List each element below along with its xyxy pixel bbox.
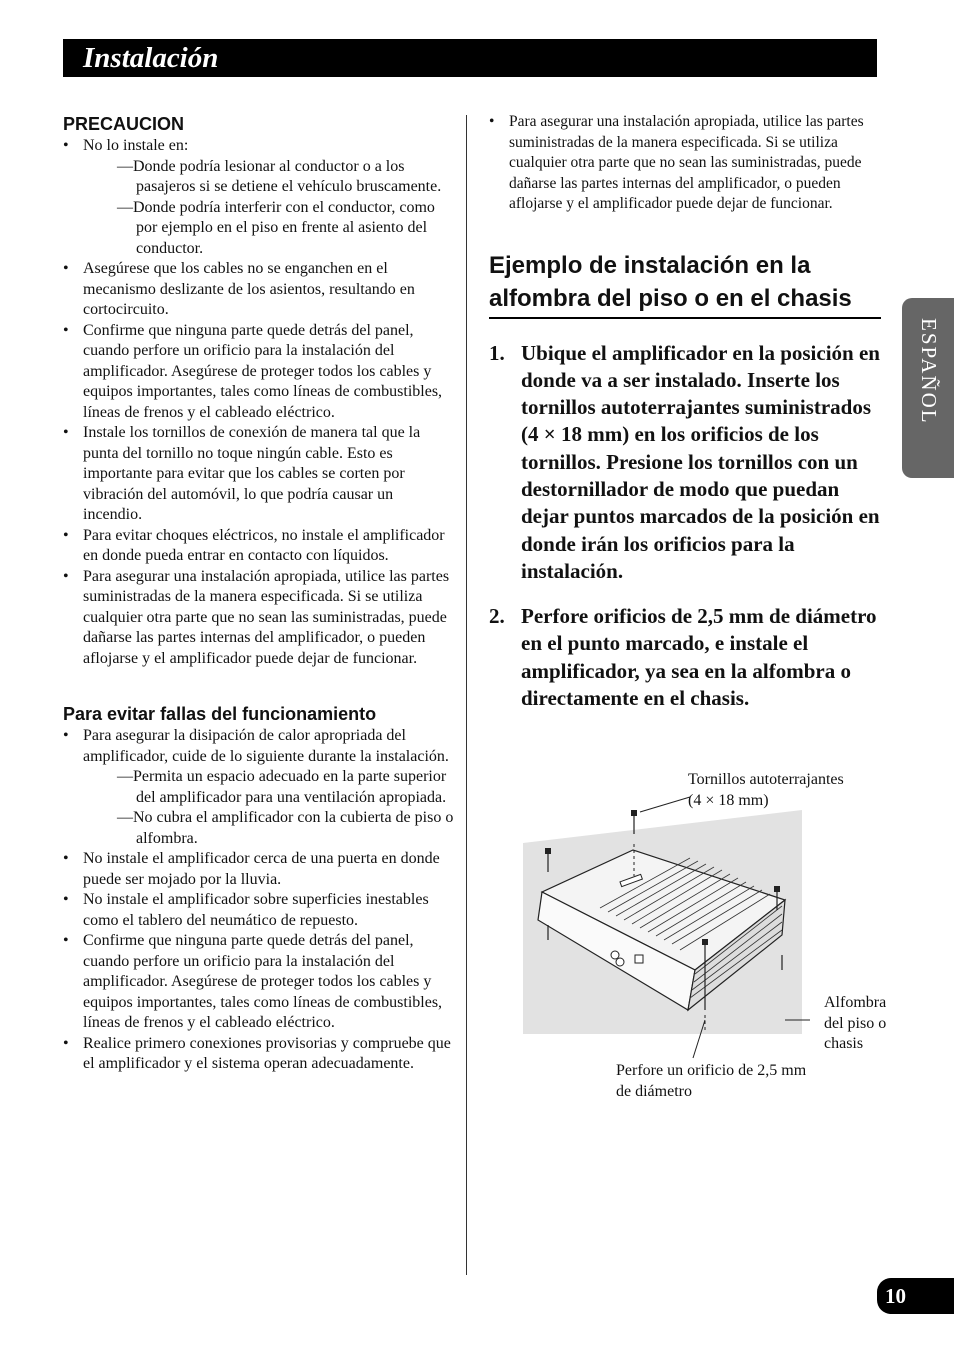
continued-list — [489, 112, 881, 215]
list-item: • Asegúrese que los cables no se enganchen en el mecanismo deslizante de los asientos, resultando en cortocircuito. — [63, 259, 455, 321]
list-item: • Para evitar choques eléctricos, no instale el amplificador en donde pueda entrar en contacto con líquidos. — [63, 526, 455, 567]
page-number: 10 — [877, 1278, 954, 1314]
failure-list — [63, 726, 455, 1075]
header-bar — [63, 39, 877, 77]
list-item: • Confirme que ninguna parte quede detrás del panel, cuando perfore un orificio para la instalación del amplificador. Asegúrese de proteger todos los cables y equipos importantes, tales como líneas de combustibles, líneas de frenos y el cableado eléctrico. — [63, 931, 455, 1034]
step-text: Perfore orificios de 2,5 mm de diámetro en el punto marcado, e instale el amplificador, ya sea en la alfombra o directamente en el chasis. — [521, 604, 877, 711]
precaution-heading: PRECAUCION — [63, 114, 185, 134]
sub-item: —No cubra el amplificador con la cubierta de piso o alfombra. — [117, 809, 454, 847]
step-1 — [489, 340, 881, 586]
list-item: • Instale los tornillos de conexión de manera tal que la punta del tornillo no toque ningún cable. Esto es importante para evitar que los cables se corten por vibración del automóvil, lo que podría causar un incendio. — [63, 423, 455, 526]
step-number: 2. — [489, 604, 505, 629]
list-item: • Para asegurar una instalación apropiada, utilice las partes suministradas de la manera especificada. Si se utiliza cualquier otra parte que no sean las suministradas, puede dañarse las partes internas del amplificador, o pueden aflojarse y el amplificador puede dejar de funcionar. — [63, 567, 455, 670]
step-2 — [489, 603, 881, 712]
right-column — [489, 112, 881, 712]
language-tab — [902, 298, 954, 478]
failure-heading: Para evitar fallas del funcionamiento — [63, 704, 377, 724]
page-title: Instalación — [83, 42, 219, 74]
sub-item: —Donde podría lesionar al conductor o a los pasajeros si se detiene el vehículo bruscamente. — [117, 157, 442, 195]
precaution-list — [63, 136, 455, 669]
label-drill: Perfore un orificio de 2,5 mm de diámetro — [616, 1062, 807, 1100]
column-divider — [466, 115, 467, 1275]
list-item: • Para asegurar la disipación de calor apropriada del amplificador, cuide de lo siguiente durante la instalación. —Permita un espacio adecuado en la parte superior del amplificador para una ventilación apropiada. —No cubra el amplificador con la cubierta de piso o alfombra. — [63, 726, 455, 849]
step-number: 1. — [489, 340, 505, 365]
sub-item: —Permita un espacio adecuado en la parte superior del amplificador para una ventilación apropiada. — [117, 768, 447, 806]
list-item: • Realice primero conexiones provisorias y compruebe que el amplificador y el sistema operan adecuadamente. — [63, 1034, 455, 1075]
list-item: • No lo instale en: —Donde podría lesionar al conductor o a los pasajeros si se detiene el vehículo bruscamente. —Donde podría interferir con el conductor, como por ejemplo en el piso en frente al asiento del conductor. — [63, 136, 455, 259]
step-text: Ubique el amplificador en la posición en donde va a ser instalado. Inserte los tornillos autoterrajantes suministrados (4 × 18 mm) en los orificios de los tornillos. Presione los tornillos con un destornillador de modo que puedan dejar puntos marcados de la posición en donde irán los orificios para la instalación. — [521, 340, 880, 583]
list-item: • Confirme que ninguna parte quede detrás del panel, cuando perfore un orificio para la instalación del amplificador. Asegúrese de proteger todos los cables y equipos importantes, tales como líneas de combustibles, líneas de frenos y el cableado eléctrico. — [63, 321, 455, 424]
installation-figure — [500, 760, 900, 1120]
list-item: • Para asegurar una instalación apropiada, utilice las partes suministradas de la manera especificada. Si se utiliza cualquier otra parte que no sean las suministradas, puede dañarse las partes internas del amplificador, o pueden aflojarse y el amplificador puede dejar de funcionar. — [489, 112, 881, 215]
label-screws: Tornillos autoterrajantes (4 × 18 mm) — [688, 771, 844, 809]
section-title: Ejemplo de instalación en la alfombra del piso o en el chasis — [489, 249, 881, 319]
language-label: ESPAÑOL — [917, 318, 941, 425]
list-item: • No instale el amplificador cerca de una puerta en donde puede ser mojado por la lluvia. — [63, 849, 455, 890]
sub-item: —Donde podría interferir con el conductor, como por ejemplo en el piso en frente al asiento del conductor. — [117, 198, 435, 257]
label-carpet: Alfombra del piso o chasis — [824, 994, 887, 1052]
list-item: • No instale el amplificador sobre superficies inestables como el tablero del neumático de repuesto. — [63, 890, 455, 931]
left-column — [63, 112, 455, 1075]
